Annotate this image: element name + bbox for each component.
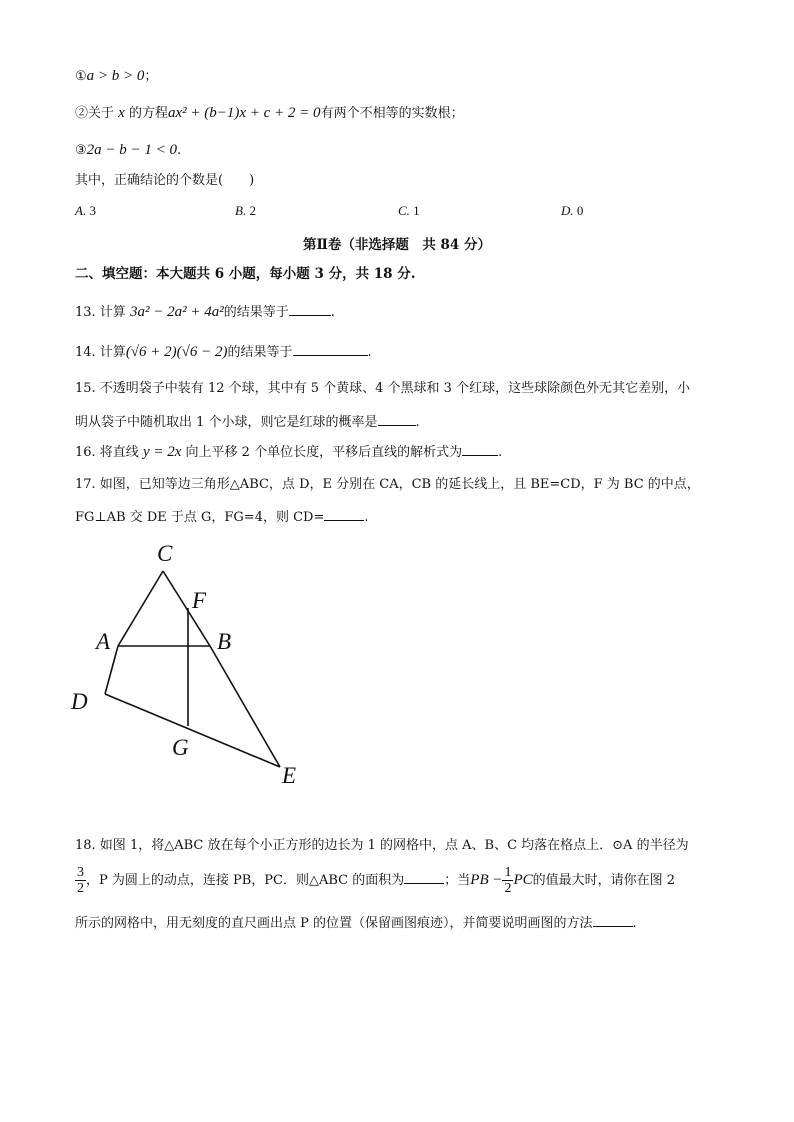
option-d[interactable]: [561, 203, 583, 219]
q18-text-c: 的值最大时，请你在图 2: [532, 873, 676, 888]
q13-tail: 的结果等于: [223, 305, 289, 320]
q18-math-pb: PB −: [470, 872, 503, 888]
question-18-line3: [75, 913, 637, 933]
radius-fraction: [75, 865, 86, 896]
option-a-letter: A.: [75, 203, 87, 218]
radius-frac-denominator: 2: [77, 881, 84, 896]
condition-2-var: x: [118, 105, 125, 121]
condition-1: [75, 67, 157, 86]
segment-BE: [210, 646, 280, 767]
option-c-letter: C.: [398, 203, 410, 218]
q16-answer-blank[interactable]: [462, 442, 498, 456]
option-a[interactable]: [75, 203, 96, 219]
q13-end: .: [330, 305, 335, 320]
radius-frac-numerator: 3: [77, 865, 84, 880]
condition-1-math: a > b > 0: [86, 68, 145, 84]
label-B: B: [217, 629, 232, 654]
question-16: [75, 442, 502, 462]
q18-math-pc: PC: [513, 872, 533, 888]
condition-3-mark: ③: [75, 143, 87, 158]
option-c-value: 1: [413, 203, 420, 218]
q18-text-b: ；当: [444, 873, 471, 888]
condition-2-math: ax² + (b−1)x + c + 2 = 0: [167, 105, 321, 121]
option-b-letter: B.: [235, 203, 247, 218]
q14-end: .: [367, 345, 372, 360]
q14-math: (√6 + 2)(√6 − 2): [125, 344, 228, 360]
label-A: A: [96, 629, 111, 654]
question-15-line1: 15. 不透明袋子中装有 12 个球，其中有 5 个黄球、4 个黑球和 3 个红球，这些球除颜色外无其它差别，小: [75, 381, 691, 396]
question-15-line2: [75, 412, 420, 432]
q18-end: .: [632, 916, 637, 931]
q16-prefix: 16. 将直线: [75, 445, 139, 460]
condition-1-tail: ；: [144, 69, 158, 84]
question-stem: 其中，正确结论的个数是( ): [75, 173, 255, 188]
q15-answer-blank[interactable]: [378, 412, 416, 426]
q15-text: 明从袋子中随机取出 1 个小球，则它是红球的概率是: [75, 415, 378, 430]
q14-tail: 的结果等于: [227, 345, 293, 360]
half-frac-denominator: 2: [504, 881, 512, 896]
option-b[interactable]: [235, 203, 256, 219]
question-17-line1: 17. 如图，已知等边三角形△ABC，点 D，E 分别在 CA，CB 的延长线上，且 BE=CD，F 为 BC 的中点，: [75, 477, 700, 492]
segment-DE: [105, 694, 280, 767]
q16-tail: 向上平移 2 个单位长度，平移后直线的解析式为: [185, 445, 463, 460]
option-c[interactable]: [398, 203, 420, 219]
half-frac-numerator: 1: [504, 865, 512, 880]
option-d-value: 0: [576, 203, 584, 218]
condition-2-mark: ②关于: [75, 106, 115, 121]
option-d-letter: D.: [561, 203, 574, 218]
half-fraction: [502, 865, 513, 896]
q14-answer-blank[interactable]: [293, 342, 368, 356]
option-b-value: 2: [249, 203, 256, 218]
condition-2-tail: 有两个不相等的实数根；: [320, 106, 464, 121]
q18-text-a: ，P 为圆上的动点，连接 PB，PC．则△ABC 的面积为: [86, 873, 405, 888]
question-13: [75, 302, 335, 322]
condition-2-mid: 的方程: [128, 106, 168, 121]
q13-prefix: 13. 计算: [75, 305, 126, 320]
condition-2: [75, 104, 464, 123]
q14-prefix: 14. 计算: [75, 345, 126, 360]
question-17-line2: [75, 507, 369, 527]
q17-text: FG⊥AB 交 DE 于点 G，FG=4，则 CD=: [75, 510, 325, 525]
q13-answer-blank[interactable]: [289, 302, 331, 316]
q16-math: y = 2x: [142, 444, 182, 460]
condition-3-math: 2a − b − 1 < 0: [86, 142, 178, 158]
condition-3-tail: .: [177, 143, 182, 158]
label-C: C: [157, 541, 173, 566]
label-E: E: [282, 763, 297, 788]
q17-end: .: [364, 510, 369, 525]
segment-CA: [118, 571, 163, 646]
q13-math: 3a² − 2a² + 4a²: [129, 304, 224, 320]
label-D: D: [71, 689, 88, 714]
q18-method-blank[interactable]: [593, 913, 633, 927]
q18-text-d: 所示的网格中，用无刻度的直尺画出点 P 的位置（保留画图痕迹），并简要说明画图的方法: [75, 916, 593, 931]
question-18-line2: [75, 863, 675, 898]
geometry-figure: [60, 535, 320, 795]
q15-end: .: [415, 415, 420, 430]
q18-area-blank[interactable]: [404, 870, 444, 884]
condition-1-mark: ①: [75, 69, 87, 84]
label-G: G: [172, 735, 189, 760]
q16-end: .: [498, 445, 503, 460]
question-14: [75, 342, 372, 362]
option-a-value: 3: [89, 203, 96, 218]
label-F: F: [192, 588, 207, 613]
condition-3: [75, 141, 181, 160]
q17-answer-blank[interactable]: [324, 507, 364, 521]
question-18-line1: 18. 如图 1，将△ABC 放在每个小正方形的边长为 1 的网格中，点 A、B、C 均落在格点上．⊙A 的半径为: [75, 838, 689, 853]
section-2-title: 第Ⅱ卷（非选择题 共 84 分）: [302, 237, 492, 253]
section-2-heading: 二、填空题：本大题共 6 小题，每小题 3 分，共 18 分.: [75, 266, 416, 282]
